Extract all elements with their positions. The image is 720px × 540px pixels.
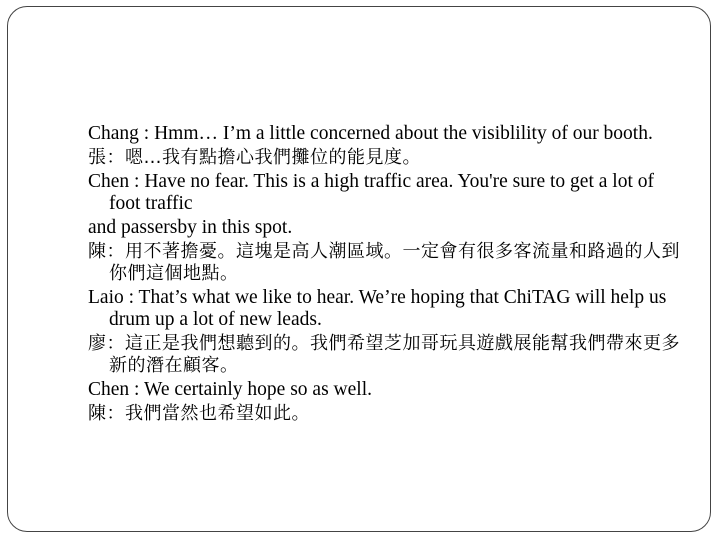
- dialogue-line-chen-en-3: Chen : We certainly hope so as well.: [88, 379, 372, 400]
- dialogue-line-chen-zh-2: 陳：我們當然也希望如此。: [88, 403, 310, 424]
- slide-frame: [7, 6, 711, 532]
- dialogue-line-chen-en-2: and passersby in this spot.: [88, 217, 293, 238]
- dialogue-line-chang-zh: 張：嗯…我有點擔心我們攤位的能見度。: [88, 147, 421, 168]
- dialogue-line-chen-zh: 陳：用不著擔憂。這塊是高人潮區域。一定會有很多客流量和路過的人到你們這個地點。: [88, 241, 680, 284]
- dialogue-line-laio-zh: 廖：這正是我們想聽到的。我們希望芝加哥玩具遊戲展能幫我們帶來更多新的潛在顧客。: [88, 333, 680, 376]
- dialogue-line-chen-en-1: Chen : Have no fear. This is a high traffic area. You're sure to get a lot of foot traffic: [88, 171, 654, 214]
- dialogue-line-chang-en: Chang : Hmm… I’m a little concerned about the visiblility of our booth.: [88, 123, 653, 144]
- dialogue-line-laio-en: Laio : That’s what we like to hear. We’re hoping that ChiTAG will help us drum up a lot of new leads.: [88, 287, 667, 330]
- dialogue-text-block: [88, 123, 688, 427]
